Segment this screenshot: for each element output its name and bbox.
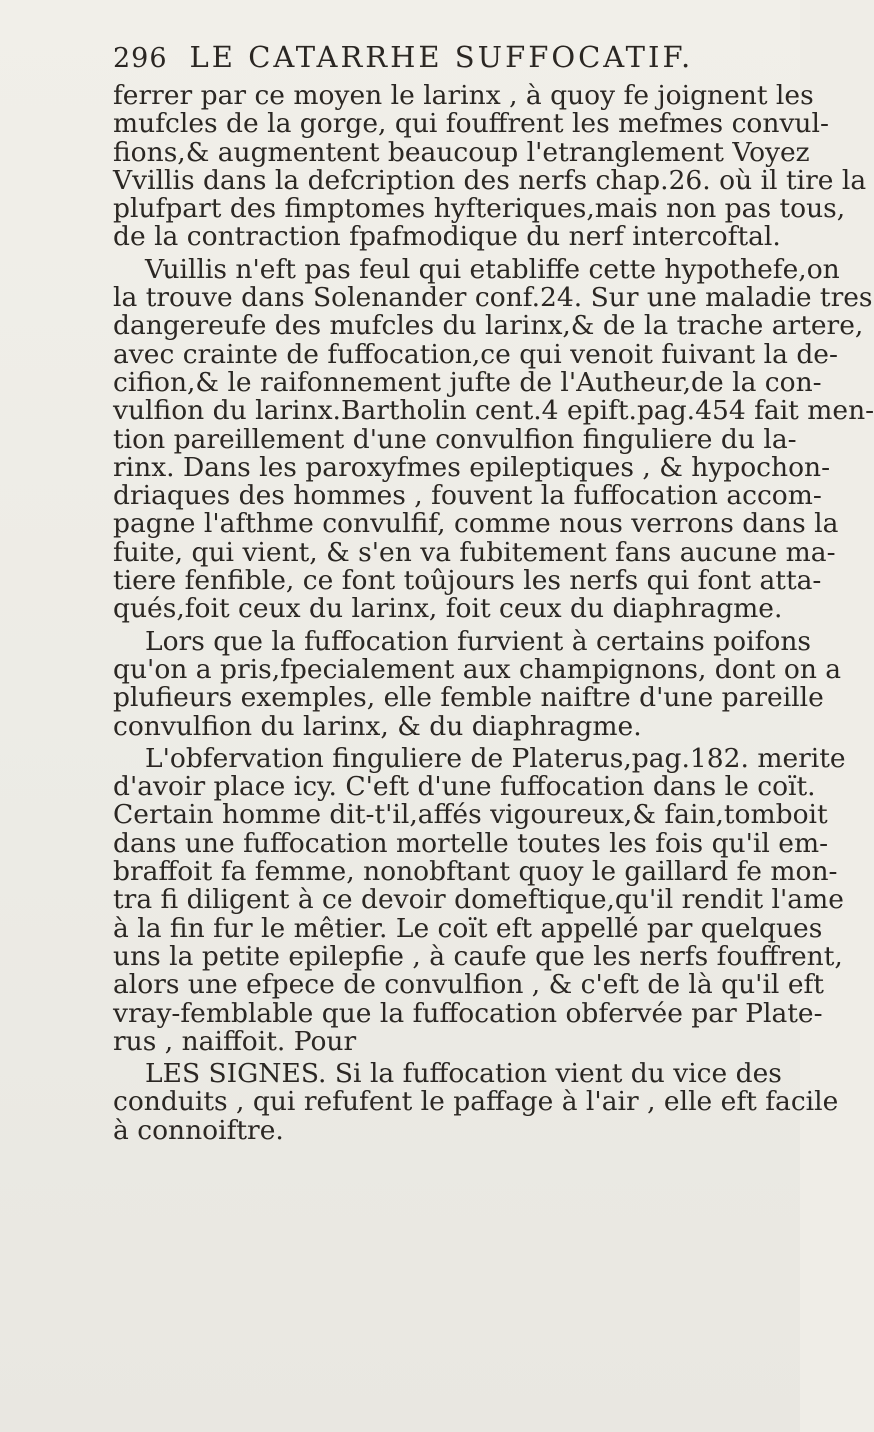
- text-line: qués,foit ceux du larinx, foit ceux du diaphragme.: [113, 593, 783, 625]
- text-line: ferrer par ce moyen le larinx , à quoy fe joignent les: [113, 80, 814, 111]
- text-line: braffoit fa femme, nonobftant quoy le gaillard fe mon-: [113, 856, 838, 888]
- text-line: alors une efpece de convulfion , & c'eft de là qu'il eft: [113, 969, 824, 1001]
- paragraph: [113, 80, 867, 253]
- text-line: Vvillis dans la defcription des nerfs chap.26. où il tire la: [113, 164, 867, 196]
- text-line: dangereufe des mufcles du larinx,& de la trache artere,: [113, 310, 864, 342]
- text-line: driaques des hommes , fouvent la fuffocation accom-: [113, 480, 822, 512]
- text-line: tra fi diligent à ce devoir domeftique,qu'il rendit l'ame: [113, 884, 844, 916]
- text-line: vulfion du larinx.Bartholin cent.4 epift.pag.454 fait men-: [113, 395, 874, 427]
- text-line: pagne l'afthme convulfif, comme nous verrons dans la: [113, 508, 839, 540]
- paragraph: [113, 625, 842, 742]
- page-header: [113, 40, 773, 74]
- text-line: cifion,& le raifonnement jufte de l'Autheur,de la con-: [113, 366, 822, 398]
- running-title: LE CATARRHE SUFFOCATIF.: [189, 40, 694, 74]
- text-line: convulfion du larinx, & du diaphragme.: [113, 710, 642, 742]
- text-line: la trouve dans Solenander conf.24. Sur une maladie tres: [113, 282, 873, 314]
- text-line: à connoiftre.: [113, 1114, 284, 1146]
- text-line: rinx. Dans les paroxyfmes epileptiques , & hypochon-: [113, 451, 831, 483]
- text-line: plufpart des fimptomes hyfteriques,mais non pas tous,: [113, 193, 846, 225]
- text-line: tiere fenfible, ce font toûjours les nerfs qui font atta-: [113, 565, 822, 597]
- text-line: tion pareillement d'une convulfion finguliere du la-: [113, 423, 797, 455]
- paragraph: [113, 253, 874, 625]
- paragraph: [113, 742, 846, 1057]
- text-line: à la fin fur le mêtier. Le coït eft appellé par quelques: [113, 912, 823, 944]
- text-line: dans une fuffocation mortelle toutes les fois qu'il em-: [113, 827, 829, 859]
- text-line: rus , naiffoit. Pour: [113, 1025, 357, 1057]
- text-line: plufieurs exemples, elle femble naiftre d'une pareille: [113, 682, 824, 714]
- text-line: L'obfervation finguliere de Platerus,pag.182. merite: [145, 742, 846, 774]
- text-line: conduits , qui refufent le paffage à l'air , elle eft facile: [113, 1086, 839, 1118]
- page-number: 296: [113, 43, 168, 74]
- text-line: Vuillis n'eft pas feul qui etabliffe cette hypothefe,on: [145, 253, 840, 285]
- body-text: [113, 78, 874, 1146]
- text-line: d'avoir place icy. C'eft d'une fuffocation dans le coït.: [113, 771, 816, 803]
- text-line: vray-femblable que la fuffocation obfervée par Plate-: [113, 997, 823, 1029]
- text-line: fuite, qui vient, & s'en va fubitement fans aucune ma-: [113, 536, 836, 568]
- text-line: Certain homme dit-t'il,affés vigoureux,& fain,tomboit: [113, 799, 828, 831]
- paragraph: [113, 1058, 839, 1146]
- text-line: Lors que la fuffocation furvient à certains poifons: [145, 625, 812, 657]
- text-line: de la contraction fpafmodique du nerf intercoftal.: [113, 221, 781, 253]
- text-line: mufcles de la gorge, qui fouffrent les mefmes convul-: [113, 108, 829, 140]
- text-line: avec crainte de fuffocation,ce qui venoit fuivant la de-: [113, 338, 838, 370]
- text-line: qu'on a pris,fpecialement aux champignons, dont on a: [113, 653, 842, 685]
- text-line: uns la petite epilepfie , à caufe que les nerfs fouffrent,: [113, 940, 843, 972]
- text-line: LES SIGNES. Si la fuffocation vient du vice des: [145, 1058, 782, 1090]
- text-line: fions,& augmentent beaucoup l'etranglement Voyez: [113, 136, 810, 168]
